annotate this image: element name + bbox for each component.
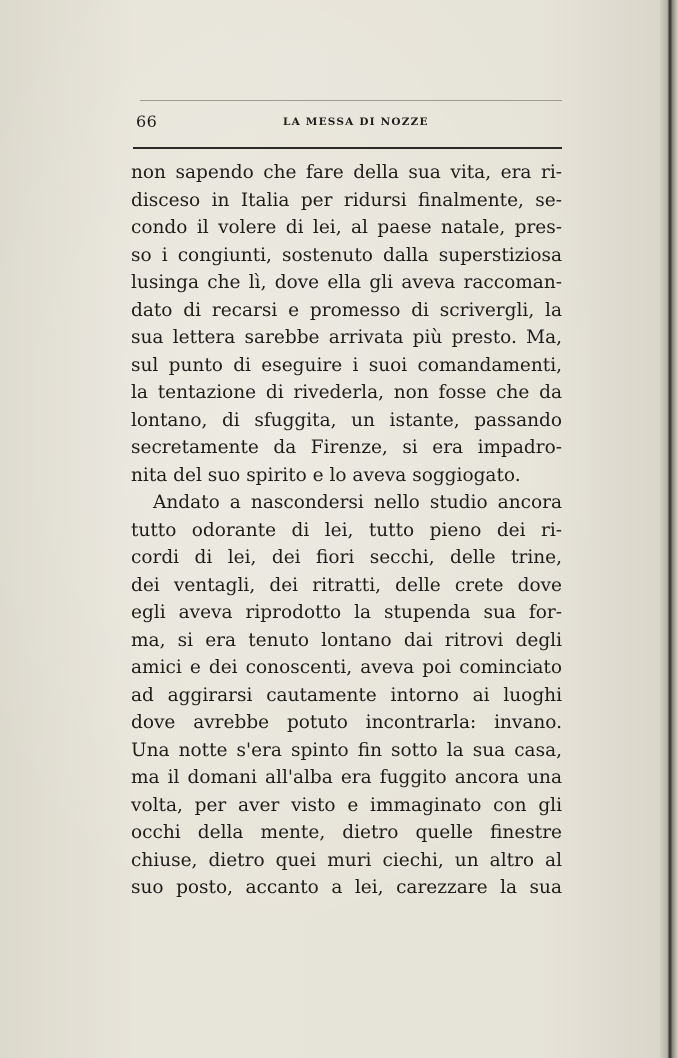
text-line: dove avrebbe potuto incontrarla: invano. — [131, 712, 562, 733]
text-line: lontano, di sfuggita, un istante, passando — [131, 409, 562, 431]
text-line: non sapendo che fare della sua vita, era ri- — [131, 162, 562, 183]
text-line: tutto odorante di lei, tutto pieno dei ri- — [131, 519, 562, 541]
page-header — [133, 112, 563, 134]
text-line: occhi della mente, dietro quelle finestre — [131, 822, 562, 843]
text-line: Una notte s'era spinto fin sotto la sua casa, — [131, 739, 562, 761]
text-line: sua lettera sarebbe arrivata più presto. Ma, — [131, 327, 562, 348]
text-line: dato di recarsi e promesso di scrivergli, la — [131, 299, 562, 321]
text-line: so i congiunti, sostenuto dalla superstiziosa — [131, 244, 562, 266]
page-number: 66 — [136, 112, 158, 131]
text-line: ma il domani all'alba era fuggito ancora una — [131, 767, 562, 788]
text-line: suo posto, accanto a lei, carezzare la sua — [131, 877, 562, 898]
text-line: nita del suo spirito e lo aveva soggiogato. — [131, 464, 521, 486]
header-top-rule — [140, 100, 562, 101]
text-line: condo il volere di lei, al paese natale, pres- — [131, 217, 562, 238]
text-line: egli aveva riprodotto la stupenda sua for- — [131, 602, 562, 623]
text-line: ad aggirarsi cautamente intorno ai luoghi — [131, 684, 562, 706]
text-line: la tentazione di rivederla, non fosse che da — [131, 382, 562, 403]
text-line: disceso in Italia per ridursi finalmente, se- — [131, 189, 562, 211]
text-line: secretamente da Firenze, si era impadro- — [131, 437, 562, 458]
text-line: lusinga che lì, dove ella gli aveva raccoman- — [131, 272, 562, 293]
text-line: ma, si era tenuto lontano dai ritrovi degli — [131, 629, 562, 651]
text-line: chiuse, dietro quei muri ciechi, un altro al — [131, 849, 562, 871]
text-line: cordi di lei, dei fiori secchi, delle trine, — [131, 547, 562, 568]
text-line: dei ventagli, dei ritratti, delle crete dove — [131, 574, 562, 596]
running-title: LA MESSA DI NOZZE — [283, 116, 429, 128]
text-line: volta, per aver visto e immaginato con gli — [131, 794, 562, 816]
text-line: sul punto di eseguire i suoi comandamenti, — [131, 354, 562, 376]
page-binding-edge — [660, 0, 678, 1058]
text-line: Andato a nascondersi nello studio ancora — [153, 492, 562, 513]
text-line: amici e dei conoscenti, aveva poi cominciato — [131, 657, 562, 678]
body-text — [131, 159, 562, 902]
header-rule — [133, 147, 562, 149]
